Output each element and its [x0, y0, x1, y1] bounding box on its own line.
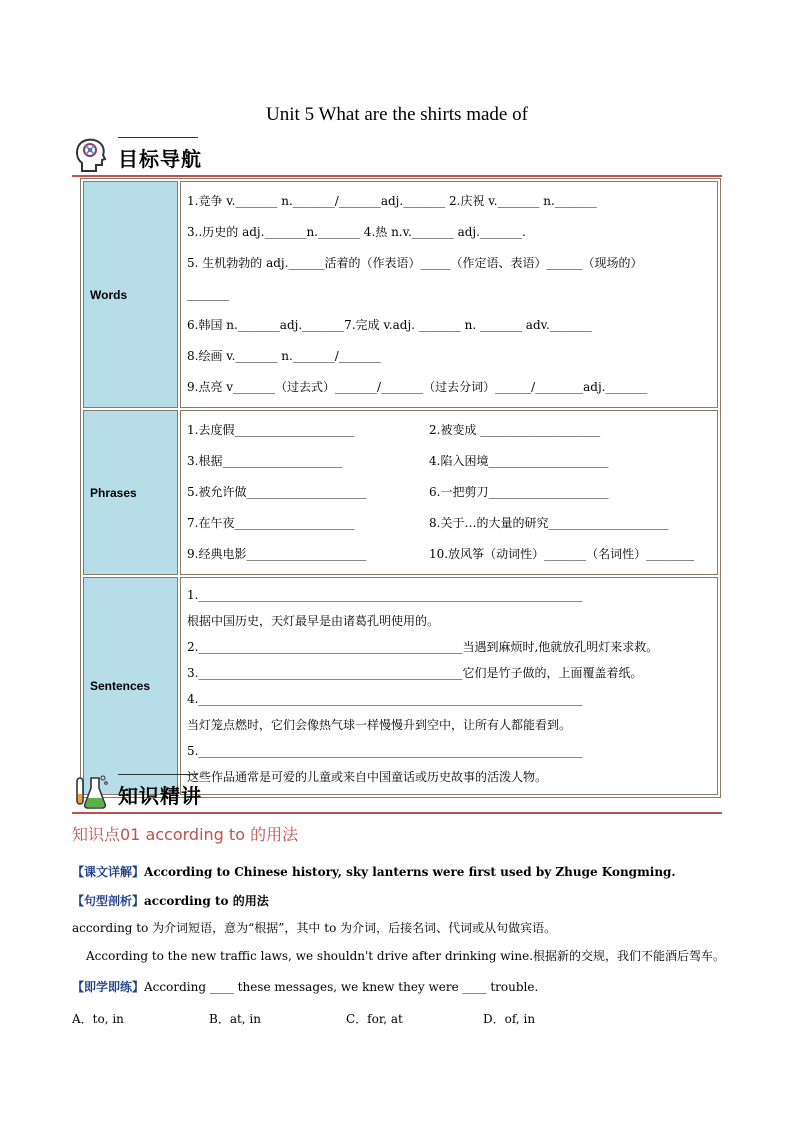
words-line: _______	[187, 287, 229, 301]
explanation: according to 为介词短语，意为“根据”，其中 to 为介词，后接名词、代词或从句做宾语。	[72, 921, 557, 935]
text-detail	[72, 863, 676, 880]
practice	[72, 978, 538, 995]
phrase-pair	[187, 415, 711, 446]
sentences-row	[83, 577, 718, 795]
words-row	[83, 181, 718, 408]
flask-icon	[74, 774, 108, 810]
phrase-item: 8.关于…的大量的研究____________________	[429, 516, 669, 530]
phrase-item: 10.放风筝（动词性）_______（名词性）________	[429, 547, 695, 561]
words-label: Words	[83, 181, 178, 408]
section-divider	[72, 812, 722, 814]
sentences-label: Sentences	[83, 577, 178, 795]
answer-options	[72, 1010, 620, 1027]
sentence-line: 当灯笼点燃时，它们会像热气球一样慢慢升到空中，让所有人都能看到。	[187, 718, 572, 732]
words-content	[180, 181, 718, 408]
sentence-line: 2.____________________________________________当遇到麻烦时,他就放孔明灯来求救。	[187, 640, 659, 654]
sentence-line: 4.________________________________________________________________	[187, 692, 583, 706]
sentence-line: 1.________________________________________________________________	[187, 588, 583, 602]
detail-text: According to Chinese history, sky lanterns were first used by Zhuge Kongming.	[144, 865, 676, 879]
phrases-row	[83, 410, 718, 575]
section-divider	[72, 175, 722, 177]
example-sentence: According to the new traffic laws, we shouldn't drive after drinking wine.根据新的交规，我们不能酒后驾车。	[86, 949, 726, 963]
words-line: 3..历史的 adj._______n._______ 4.热 n.v._______ adj._______.	[187, 225, 526, 239]
phrase-pair	[187, 446, 711, 477]
header-accent-line	[118, 774, 198, 775]
section-header-knowledge	[72, 774, 722, 814]
words-line: 9.点亮 v_______（过去式）_______/_______（过去分词）______/________adj._______	[187, 380, 648, 394]
option-d: D．of, in	[483, 1012, 536, 1026]
option-b: B．at, in	[209, 1012, 261, 1026]
sentence-line: 3.____________________________________________它们是竹子做的，上面覆盖着纸。	[187, 666, 643, 680]
words-line: 5. 生机勃勃的 adj.______活着的（作表语）_____（作定语、表语）______（现场的）	[187, 256, 643, 270]
phrase-pair	[187, 539, 711, 570]
words-line: 1.竞争 v._______ n._______/_______adj._______ 2.庆祝 v._______ n._______	[187, 194, 597, 208]
phrase-item: 3.根据____________________	[187, 454, 343, 468]
words-line: 8.绘画 v._______ n._______/_______	[187, 349, 381, 363]
practice-text: According ____ these messages, we knew they were ____ trouble.	[144, 980, 539, 994]
section-title: 知识精讲	[118, 784, 202, 808]
section-title: 目标导航	[118, 147, 202, 171]
words-line: 6.韩国 n._______adj._______7.完成 v.adj. _______ n. _______ adv._______	[187, 318, 592, 332]
phrase-item: 7.在午夜____________________	[187, 516, 355, 530]
header-accent-line	[118, 137, 198, 138]
option-c: C．for, at	[346, 1012, 403, 1026]
practice-tag: 【即学即练】	[72, 980, 145, 994]
sentence-analysis	[72, 892, 269, 909]
phrase-item: 4.陷入困境____________________	[429, 454, 609, 468]
phrase-item: 2.被变成 ____________________	[429, 423, 601, 437]
page-title: Unit 5 What are the shirts made of	[266, 104, 528, 125]
analysis-tag: 【句型剖析】	[72, 894, 145, 908]
option-a: A．to, in	[72, 1012, 124, 1026]
phrase-item: 5.被允许做____________________	[187, 485, 367, 499]
detail-tag: 【课文详解】	[72, 865, 145, 879]
section-header-goals	[72, 137, 722, 177]
sentence-line: 这些作品通常是可爱的儿童或来自中国童话或历史故事的活泼人物。	[187, 770, 548, 784]
phrase-item: 6.一把剪刀____________________	[429, 485, 609, 499]
phrase-pair	[187, 508, 711, 539]
phrase-pair	[187, 477, 711, 508]
head-gears-icon	[74, 137, 108, 173]
sentences-content	[180, 577, 718, 795]
analysis-text: according to 的用法	[144, 894, 269, 908]
goals-table	[80, 178, 721, 798]
phrases-label: Phrases	[83, 410, 178, 575]
sentence-line: 5.________________________________________________________________	[187, 744, 583, 758]
phrases-content	[180, 410, 718, 575]
sentence-line: 根据中国历史，天灯最早是由诸葛孔明使用的。	[187, 614, 440, 628]
phrase-item: 1.去度假____________________	[187, 423, 355, 437]
knowledge-point-title: 知识点01 according to 的用法	[72, 825, 299, 844]
phrase-item: 9.经典电影____________________	[187, 547, 367, 561]
